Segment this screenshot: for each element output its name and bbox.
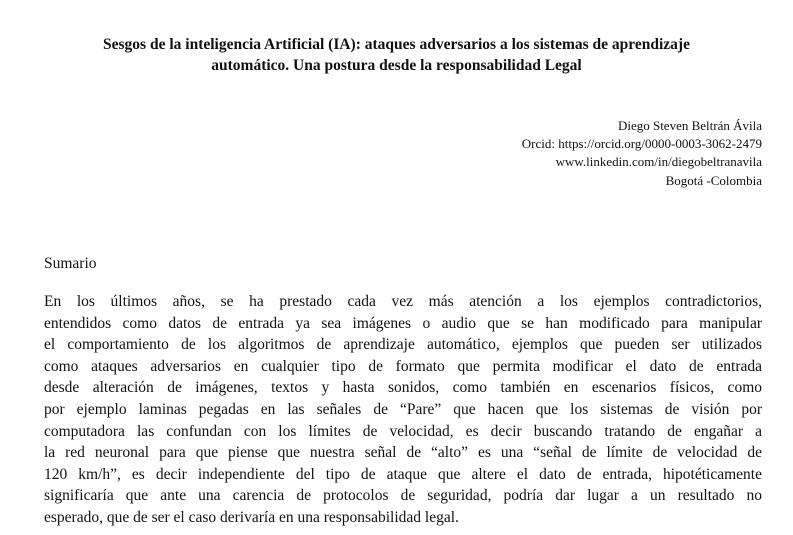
author-block bbox=[522, 117, 762, 190]
abstract-line: desde alteración de imágenes, textos y hasta sonidos, como también en escenarios físicos, como bbox=[44, 379, 762, 397]
abstract-line: por ejemplo laminas pegadas en las señales de “Pare” que hacen que los sistemas de visión por bbox=[44, 400, 762, 418]
abstract-line: como ataques adversarios en cualquier tipo de formato que permita modificar el dato de entrada bbox=[44, 357, 762, 375]
author-name: Diego Steven Beltrán Ávila bbox=[617, 118, 762, 133]
abstract-line: la red neuronal para que piense que nuestra señal de “alto” es una “señal de límite de velocidad de bbox=[44, 444, 762, 462]
author-location: Bogotá -Colombia bbox=[665, 172, 762, 188]
abstract-paragraph bbox=[44, 291, 762, 529]
author-linkedin: www.linkedin.com/in/diegobeltranavila bbox=[555, 154, 762, 170]
abstract-line: esperado, que de ser el caso derivaría en una responsabilidad legal. bbox=[44, 508, 459, 526]
abstract-line: el comportamiento de los algoritmos de aprendizaje automático, ejemplos que pueden ser utilizados bbox=[44, 336, 762, 354]
paper-title-line-1: Sesgos de la inteligencia Artificial (IA): ataques adversarios a los sistemas de aprendizaje bbox=[103, 36, 690, 53]
abstract-line: computadora las confundan con los límites de velocidad, es decir buscando tratando de engañar a bbox=[44, 422, 762, 440]
paper-title bbox=[30, 34, 763, 76]
abstract-line: entendidos como datos de entrada ya sea imágenes o audio que se han modificado para manipular bbox=[44, 314, 762, 332]
abstract-line: En los últimos años, se ha prestado cada vez más atención a los ejemplos contradictorios, bbox=[44, 293, 762, 310]
paper-title-line-2: automático. Una postura desde la responsabilidad Legal bbox=[211, 57, 582, 74]
section-heading: Sumario bbox=[44, 255, 97, 272]
abstract-line: significaría que ante una carencia de protocolos de seguridad, podría dar lugar a un resultado no bbox=[44, 487, 762, 505]
abstract-line: 120 km/h”, es decir independiente del tipo de ataque que altere el dato de entrada, hipotéticamente bbox=[44, 465, 762, 483]
author-orcid: Orcid: https://orcid.org/0000-0003-3062-2479 bbox=[521, 136, 762, 152]
